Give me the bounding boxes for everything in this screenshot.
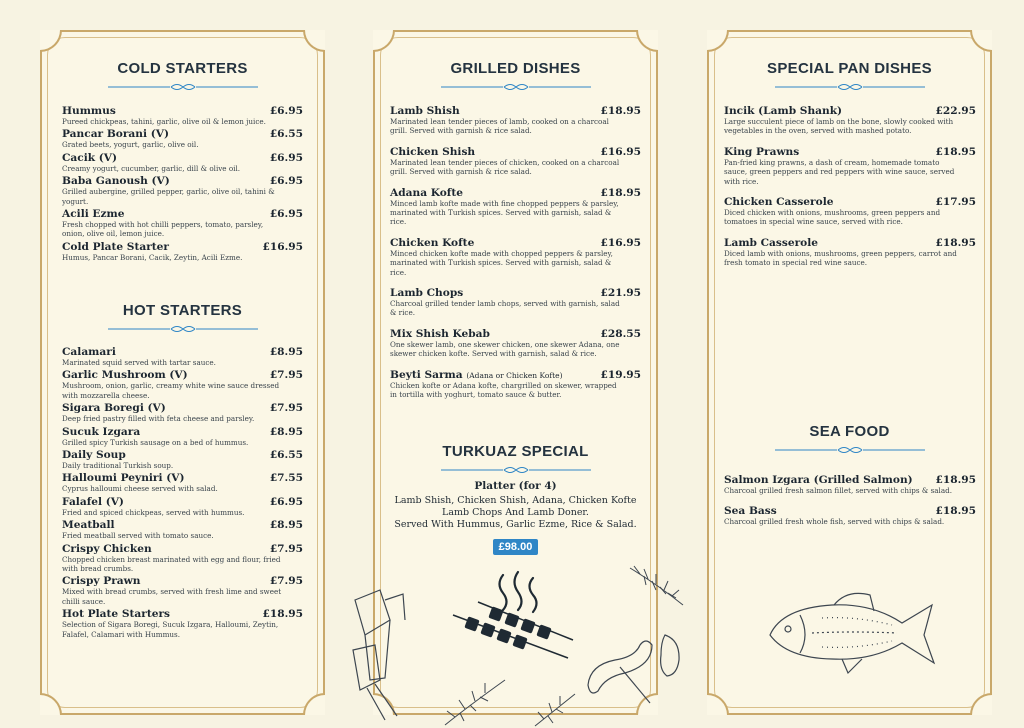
menu-item-name: Hot Plate Starters — [62, 608, 171, 621]
menu-item-price: £6.95 — [269, 151, 303, 164]
menu-item-name: Halloumi Peyniri (V) — [62, 472, 185, 485]
menu-item-name: Crispy Prawn — [62, 575, 141, 588]
menu-item-price: £6.55 — [269, 128, 303, 141]
ornament-divider-icon — [441, 83, 591, 91]
menu-item-description: Charcoal grilled tender lamb chops, served with garnish, salad & rice. — [390, 299, 620, 318]
rosemary-sketch-icon — [530, 690, 580, 728]
menu-item-price: £6.55 — [269, 449, 303, 462]
menu-item-description: Fried and spiced chickpeas, served with hummus. — [62, 507, 245, 517]
menu-item-description: Diced lamb with onions, mushrooms, green peppers, carrot and fresh tomato in special red wine sauce. — [724, 248, 957, 268]
platter-heading: Platter (for 4) — [474, 480, 557, 492]
menu-item — [390, 146, 641, 177]
menu-item-description: Pan-fried king prawns, a dash of cream, homemade tomato sauce, green peppers and red peppers with wine sauce, served with rice. — [724, 157, 955, 186]
lamb-chops-sketch-icon — [345, 580, 415, 728]
menu-item-name: Sigara Boregi (V) — [62, 402, 166, 415]
menu-item-price: £16.95 — [600, 236, 641, 249]
menu-item-description: Daily traditional Turkish soup. — [62, 461, 174, 471]
menu-item-name: Crispy Chicken — [62, 542, 152, 555]
menu-item-description: Marinated lean tender pieces of chicken, cooked on a charcoal grill. Served with garnish & rice salad. — [390, 157, 620, 177]
menu-item-description: Creamy yogurt, cucumber, garlic, dill & olive oil. — [62, 163, 241, 173]
menu-item-name: Chicken Shish — [390, 145, 476, 158]
menu-item-price: £8.95 — [269, 425, 303, 438]
special-pan-dishes-title: SPECIAL PAN DISHES — [767, 60, 932, 77]
menu-item — [62, 519, 303, 540]
pepper-sketch-icon — [655, 630, 685, 680]
rosemary-sketch-icon — [628, 560, 688, 620]
menu-item-name: Chicken Casserole — [724, 196, 834, 209]
menu-item-name: Mix Shish Kebab — [390, 327, 490, 340]
menu-item — [62, 346, 303, 367]
ornament-divider-icon — [775, 83, 925, 91]
menu-item — [62, 208, 303, 239]
pan-dishes-sea-food-panel — [707, 30, 992, 715]
ornament-divider-icon — [108, 83, 258, 91]
menu-item-price: £22.95 — [935, 105, 976, 117]
menu-item-description: Fresh chopped with hot chilli peppers, tomato, parsley, onion, olive oil, lemon juice. — [62, 220, 264, 239]
menu-item — [724, 105, 976, 136]
menu-item-price: £6.95 — [269, 105, 303, 117]
menu-item-price: £6.95 — [269, 175, 303, 188]
menu-item — [62, 426, 303, 447]
fish-sketch-icon — [762, 583, 942, 678]
menu-item — [62, 369, 303, 400]
menu-item — [62, 152, 303, 173]
menu-item-price: £18.95 — [935, 474, 976, 486]
menu-item-description: Mixed with bread crumbs, served with fresh lime and sweet chilli sauce. — [62, 587, 282, 606]
menu-item-name: Chicken Kofte — [390, 236, 475, 249]
ornament-divider-icon — [441, 466, 591, 474]
menu-item-description: Large succulent piece of lamb on the bone, slowly cooked with vegetables in the oven, served with mashed potato. — [724, 117, 954, 136]
menu-item-name: Garlic Mushroom (V) — [62, 369, 188, 382]
menu-item-name: Incik (Lamb Shank) — [724, 105, 843, 117]
sea-food-title: SEA FOOD — [809, 423, 890, 440]
menu-item-name: Beyti Sarma (Adana or Chicken Kofte) — [390, 368, 563, 381]
menu-item — [62, 449, 303, 470]
menu-item-name: Lamb Shish — [390, 105, 460, 117]
menu-item-name: Pancar Borani (V) — [62, 128, 169, 141]
rosemary-sketch-icon — [440, 675, 510, 728]
menu-item-price: £7.55 — [269, 472, 303, 485]
menu-item — [390, 369, 641, 400]
cold-starters-title: COLD STARTERS — [117, 60, 248, 77]
grill-skewer-sketch-icon — [448, 570, 578, 670]
menu-item-name: Adana Kofte — [390, 186, 463, 199]
menu-item-price: £18.95 — [935, 505, 976, 518]
menu-item-price: £7.95 — [269, 402, 303, 415]
menu-item-description: Pureed chickpeas, tahini, garlic, olive oil & lemon juice. — [62, 117, 266, 126]
menu-item — [724, 146, 976, 186]
menu-item-name: Sucuk Izgara — [62, 425, 141, 438]
hot-starters-title: HOT STARTERS — [122, 302, 243, 319]
menu-item-price: £18.95 — [600, 105, 641, 117]
menu-item-price: £28.55 — [600, 327, 641, 340]
menu-item-description: Charcoal grilled fresh salmon fillet, served with chips & salad. — [724, 486, 953, 495]
menu-item — [62, 402, 303, 423]
menu-item-name: Lamb Chops — [390, 287, 464, 300]
menu-item — [62, 241, 303, 262]
menu-item-price: £8.95 — [269, 346, 303, 358]
menu-item-description: Humus, Pancar Borani, Cacik, Zeytin, Acili Ezme. — [62, 252, 243, 262]
menu-item-price: £18.95 — [935, 145, 976, 158]
menu-item-price: £21.95 — [600, 287, 641, 300]
menu-item-price: £7.95 — [269, 369, 303, 382]
menu-item-price: £7.95 — [269, 575, 303, 588]
menu-item-description: Diced chicken with onions, mushrooms, green peppers and tomatoes in special wine sauce, served with rice. — [724, 208, 941, 227]
menu-item-description: Chicken kofte or Adana kofte, chargrilled on skewer, wrapped in tortilla with yoghurt, tomato sauce & butter. — [390, 380, 617, 400]
menu-item — [724, 505, 976, 526]
menu-item-description: Mushroom, onion, garlic, creamy white wine sauce dressed with mozzarella cheese. — [62, 381, 280, 400]
menu-item-price: £6.95 — [269, 208, 303, 221]
menu-item-name: Acili Ezme — [62, 208, 125, 221]
menu-item — [724, 474, 976, 495]
menu-item-name: Daily Soup — [62, 449, 126, 462]
menu-item-description: Charcoal grilled fresh whole fish, served with chips & salad. — [724, 517, 945, 527]
menu-item-price: £16.95 — [600, 145, 641, 158]
menu-item-description: Fried meatball served with tomato sauce. — [62, 531, 214, 541]
menu-item — [62, 543, 303, 574]
menu-item-name: King Prawns — [724, 145, 800, 158]
menu-item-description: One skewer lamb, one skewer chicken, one skewer Adana, one skewer chicken kofte. Served with garnish, salad & rice. — [390, 339, 620, 359]
menu-item-name: Meatball — [62, 519, 115, 532]
menu-item-description: Marinated lean tender pieces of lamb, cooked on a charcoal grill. Served with garnish & rice salad. — [390, 117, 609, 136]
menu-item — [390, 237, 641, 277]
menu-item — [724, 237, 976, 268]
menu-item-description: Selection of Sigara Boregi, Sucuk Izgara, Halloumi, Zeytin, Falafel, Calamari with Hummus. — [62, 620, 279, 639]
menu-item-note: (Adana or Chicken Kofte) — [466, 370, 563, 380]
menu-item-name: Salmon Izgara (Grilled Salmon) — [724, 474, 913, 486]
platter-line-1: Lamb Shish, Chicken Shish, Adana, Chicken Kofte — [394, 495, 637, 506]
menu-item-description: Cyprus halloumi cheese served with salad. — [62, 484, 218, 494]
menu-item-description: Grilled aubergine, grilled pepper, garlic, olive oil, tahini & yogurt. — [62, 187, 275, 206]
menu-item — [390, 105, 641, 136]
menu-item-price: £17.95 — [935, 196, 976, 209]
menu-item-name: Sea Bass — [724, 505, 777, 518]
menu-item-price: £16.95 — [262, 240, 303, 253]
menu-item-name: Falafel (V) — [62, 495, 124, 508]
menu-item — [62, 496, 303, 517]
cold-hot-starters-panel — [40, 30, 325, 715]
menu-item-price: £7.95 — [269, 542, 303, 555]
menu-item-name: Cold Plate Starter — [62, 240, 169, 253]
ornament-divider-icon — [775, 446, 925, 454]
menu-item — [62, 608, 303, 639]
menu-item-price: £19.95 — [600, 368, 641, 381]
menu-item-description: Deep fried pastry filled with feta cheese and parsley. — [62, 414, 255, 424]
menu-item-name: Baba Ganoush (V) — [62, 175, 170, 188]
menu-item — [62, 128, 303, 149]
menu-item-price: £18.95 — [600, 186, 641, 199]
turkuaz-special-title: TURKUAZ SPECIAL — [442, 443, 589, 460]
sausage-sketch-icon — [580, 625, 660, 705]
menu-item — [62, 175, 303, 206]
menu-item — [724, 196, 976, 227]
menu-item-name: Calamari — [62, 346, 116, 358]
menu-item — [62, 472, 303, 493]
grilled-dishes-title: GRILLED DISHES — [450, 60, 581, 77]
menu-item-name: Hummus — [62, 105, 116, 117]
platter-line-2: Lamb Chops And Lamb Doner. — [442, 507, 589, 518]
ornament-divider-icon — [108, 325, 258, 333]
menu-item — [62, 575, 303, 606]
menu-item-name: Cacik (V) — [62, 151, 118, 164]
platter-price-badge: £98.00 — [493, 539, 539, 555]
menu-item-description: Grilled spicy Turkish sausage on a bed of hummus. — [62, 437, 249, 447]
menu-item — [62, 105, 303, 126]
menu-item-price: £18.95 — [262, 608, 303, 621]
menu-item-price: £18.95 — [935, 236, 976, 249]
menu-item-price: £6.95 — [269, 495, 303, 508]
menu-item-description: Chopped chicken breast marinated with egg and flour, fried with bread crumbs. — [62, 554, 281, 574]
menu-item-name: Lamb Casserole — [724, 236, 818, 249]
menu-item-description: Minced lamb kofte made with fine chopped peppers & parsley, marinated with Turkish spices. Served with garnish, salad & rice. — [390, 198, 619, 227]
menu-item — [390, 328, 641, 359]
menu-item — [390, 187, 641, 227]
menu-item-description: Minced chicken kofte made with chopped peppers & parsley, marinated with Turkish spices. Served with garnish, salad & rice. — [390, 248, 613, 277]
menu-item-description: Marinated squid served with tartar sauce. — [62, 358, 216, 367]
menu-item-price: £8.95 — [269, 519, 303, 532]
platter-line-3: Served With Hummus, Garlic Ezme, Rice & Salad. — [394, 519, 637, 530]
menu-item — [390, 287, 641, 318]
menu-item-description: Grated beets, yogurt, garlic, olive oil. — [62, 140, 199, 150]
